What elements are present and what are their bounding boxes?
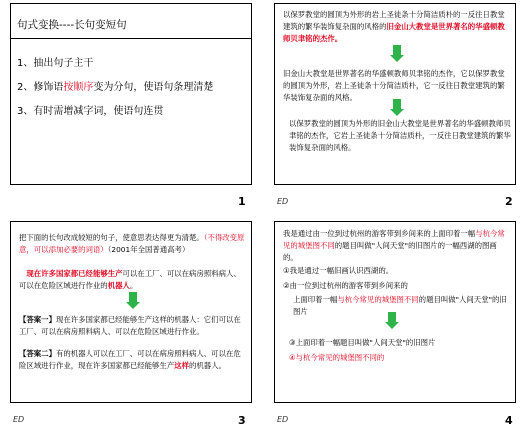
edit-mark: ED <box>277 415 289 424</box>
split-item: ③上面印着一幅题目叫做"人间天堂"的旧图片 <box>289 338 436 347</box>
answer-two: 【答案二】有的机器人可以在工厂、可以在病房照料病人、可以在危险区域进行作业，现在许多国家都已经能够生产这样的机器人。 <box>19 349 241 370</box>
split-item: ④与杭今常见的城堡图不同的 <box>289 353 385 362</box>
slide-3 <box>10 221 252 403</box>
list-item: 1、抽出句子主干 <box>17 58 94 69</box>
page-number: 4 <box>505 414 513 427</box>
answer-one: 【答案一】现在许多国家都已经能够生产这样的机器人：它们可以在工厂、可以在病房照料病人、可以在危险区域进行作业。 <box>19 315 241 336</box>
split-item: ②由一位到过杭州的游客带到乡间来的 <box>283 281 408 290</box>
rewrite-one: 旧金山大教堂是世界著名的华盛顿教师贝聿铭的杰作，它以保罗教堂的圆顶为外形，岩上圣徒条十分简洁质朴，它一反往日教堂建筑的繁华装饰复杂面的风格。 <box>283 69 505 102</box>
slide-1 <box>10 3 252 185</box>
original-sentence: 我是通过由一位到过杭州的游客带到乡间来的上面印着一幅与杭今常见的城堡图不同的题目叫做"人间天堂"的旧图片的一幅西湖的图画的。 <box>283 229 505 262</box>
method-list <box>17 52 213 124</box>
edit-mark: ED <box>277 197 289 206</box>
rewrite-two: 以保罗教堂的圆顶为外形的旧金山大教堂是世界著名的华盛顿教师贝聿铭的杰作，它岩上圣徒条十分简洁质朴，一反往日教堂建筑的繁华装饰复杂面的风格。 <box>289 119 511 152</box>
original-sentence: 以保罗教堂的圆顶为外形的岩上圣徒条十分简洁质朴的一反往日教堂建筑的繁华装饰复杂面的风格的旧金山大教堂是世界著名的华盛顿教师贝聿铭的杰作。 <box>283 10 505 43</box>
exercise-prompt: 把下面的长句改成较短的句子，使意思表达得更为清楚。（不得改变原意，可以添加必要的词语）（2001年全国普通高考） <box>19 233 245 254</box>
slide-2 <box>274 3 516 185</box>
slide-1-title: 句式变换----长句变短句 <box>17 19 127 31</box>
slide-4 <box>274 221 516 403</box>
page-number: 3 <box>238 414 246 427</box>
split-item: ①我是通过一幅旧画认识西湖的。 <box>283 266 394 275</box>
exercise-sentence: 现在许多国家都已经能够生产可以在工厂、可以在病房照料病人、可以在危险区域进行作业的机器人。 <box>19 269 241 290</box>
list-item: 3、有时需增减字词，使语句连贯 <box>17 106 164 117</box>
list-item: 2、修饰语按顺序变为分句，使语句条理清楚 <box>17 82 214 93</box>
split-item: 上面印着一幅与杭今常见的城堡图不同的题目叫做"人间天堂"的旧图片 <box>293 295 507 316</box>
page-number: 2 <box>505 195 513 208</box>
edit-mark: ED <box>13 415 25 424</box>
title-divider <box>11 38 251 39</box>
page-number: 1 <box>238 195 246 208</box>
